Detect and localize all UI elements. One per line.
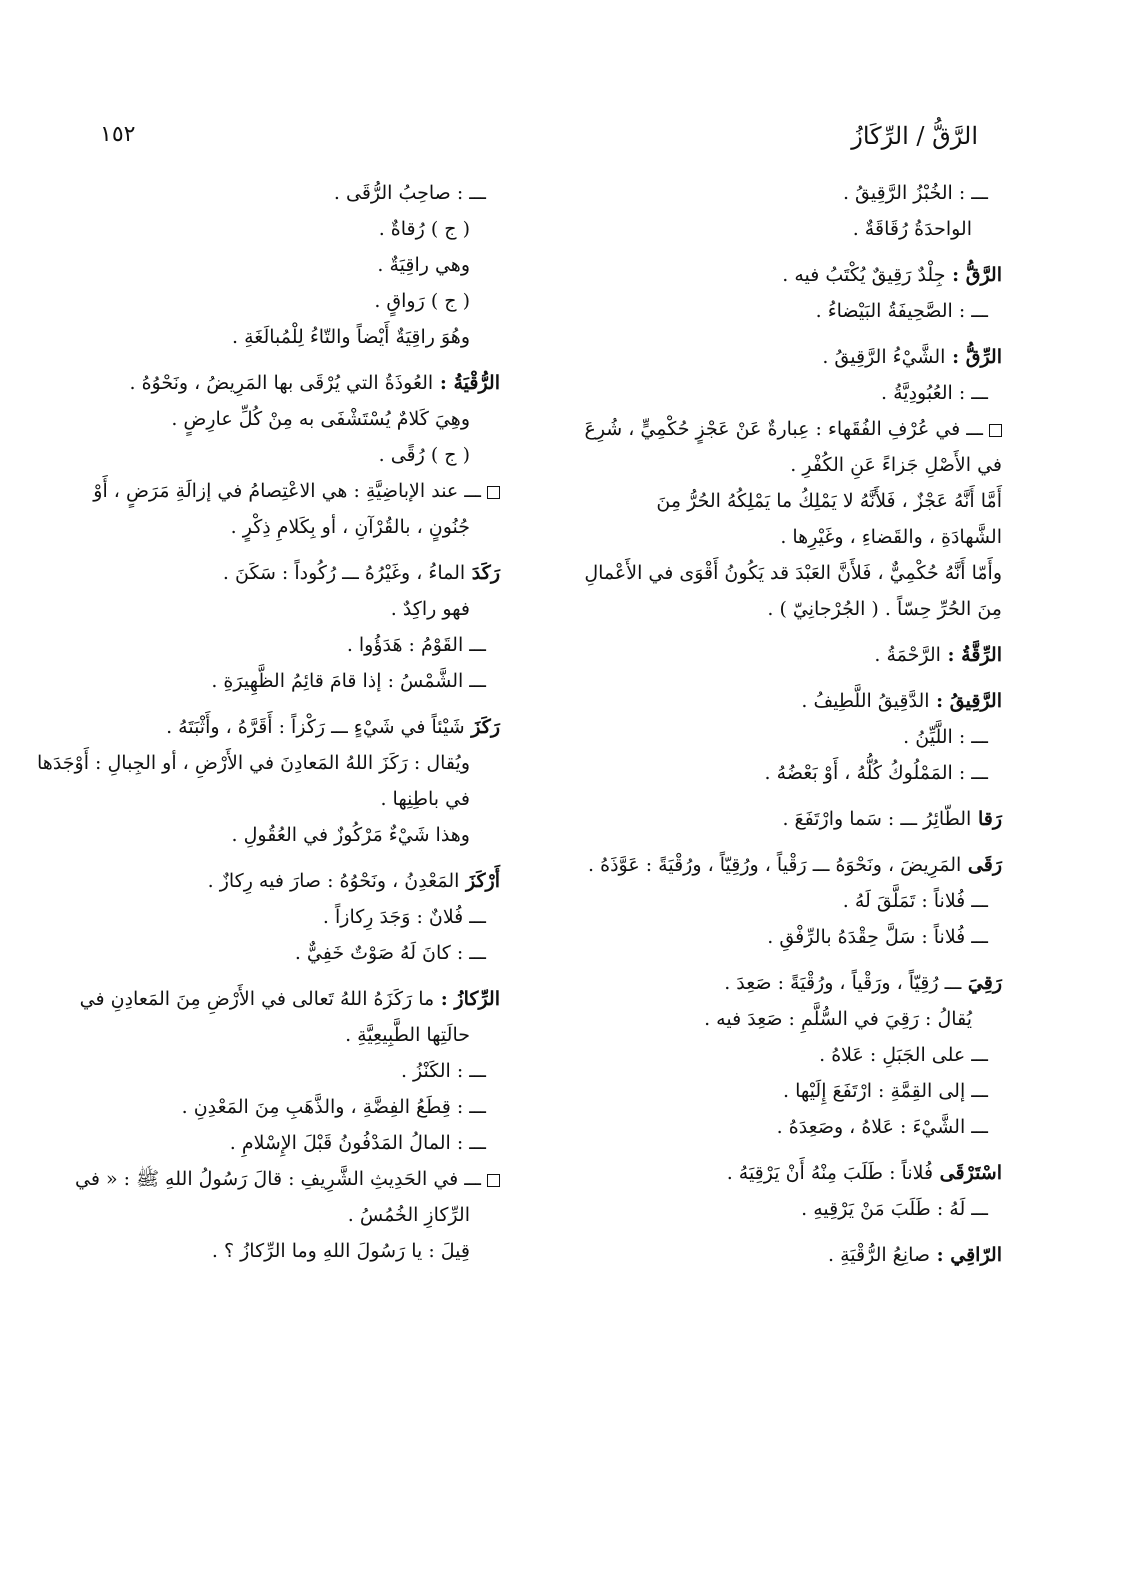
definition-text: مِنَ الحُرِّ حِسّاً . ( الجُرْجانِيّ ) . <box>767 598 1002 620</box>
definition-text: ـــ على الجَبَلِ : عَلاهُ . <box>819 1044 988 1066</box>
entry-headword-line <box>552 257 1002 293</box>
entry-line <box>60 1233 500 1269</box>
entry-line <box>60 437 500 473</box>
entry-headword-line <box>60 709 500 745</box>
entry-headword-line <box>552 1155 1002 1191</box>
definition-text: العُوذَةُ التي يُرْقَى بها المَرِيضُ ، ونَحْوُهُ . <box>129 372 434 394</box>
right-column <box>552 175 1002 1273</box>
entry-line <box>60 1125 500 1161</box>
entry-headword-line <box>552 637 1002 673</box>
entry-line <box>552 883 1002 919</box>
entry-line <box>552 1191 1002 1227</box>
definition-text: ( ج ) رُقاةٌ . <box>378 218 470 240</box>
definition-text: ـــ عند الإباضِيَّةِ : هي الاعْتِصامُ في إزالَةِ مَرَضٍ ، أَوْ <box>93 480 481 502</box>
entry-line <box>552 293 1002 329</box>
entry-headword-line <box>60 555 500 591</box>
term-box-icon <box>487 1174 500 1187</box>
definition-text: ـــ فُلاناً : سَلَّ حِقْدَهُ بالرِّفْقِ . <box>767 926 988 948</box>
entry-headword-line <box>552 339 1002 375</box>
definition-text: ( ج ) رَواقٍ . <box>374 290 470 312</box>
entry-line <box>552 175 1002 211</box>
entry-line <box>552 411 1002 447</box>
definition-text: فُلاناً : طَلَبَ مِنْهُ أَنْ يَرْقِيَهُ . <box>726 1162 934 1184</box>
entry-line <box>60 627 500 663</box>
left-column <box>37 175 500 1269</box>
headword: الرَّقِيقُ : <box>929 690 1002 712</box>
entry-line <box>60 1017 500 1053</box>
definition-text: الواحدَةُ رُقَاقَةٌ . <box>852 218 972 240</box>
entry-line <box>552 211 1002 247</box>
definition-text: ( ج ) رُقًى . <box>378 444 470 466</box>
definition-text: ـــ القَوْمُ : هَدَؤُوا . <box>346 634 486 656</box>
entry-headword-line <box>552 847 1002 883</box>
definition-text: ـــ : اللَّيِّنُ . <box>903 726 988 748</box>
definition-text: ـــ في الحَدِيثِ الشَّرِيفِ : قالَ رَسُولُ اللهِ ﷺ : « في <box>75 1168 481 1190</box>
definition-text: الشَّهادَةِ ، والقَضاءِ ، وغَيْرِها . <box>780 526 1002 548</box>
entry-line <box>552 555 1002 591</box>
definition-text: ـــ الشَّيْءَ : عَلاهُ ، وصَعِدَهُ . <box>776 1116 988 1138</box>
definition-text: الشَّيْءُ الرَّقِيقُ . <box>822 346 946 368</box>
definition-text: المَرِيضَ ، ونَحْوَهُ ـــ رَقْياً ، ورُقِيّاً ، ورُقْيَةً : عَوَّذَهُ . <box>588 854 962 876</box>
entry-line <box>60 319 500 355</box>
entry-line <box>60 817 500 853</box>
entry-headword-line <box>60 981 500 1017</box>
page-number: ١٥٢ <box>100 122 136 147</box>
entry-line <box>60 899 500 935</box>
entry-headword-line <box>552 801 1002 837</box>
definition-text: صانِعُ الرُّقْيَةِ . <box>828 1244 930 1266</box>
entry-headword-line <box>552 1237 1002 1273</box>
definition-text: وهذا شَيْءٌ مَرْكُوزٌ في العُقُولِ . <box>231 824 470 846</box>
entry-line <box>60 247 500 283</box>
definition-text: وهُوَ راقِيَةٌ أَيْضاً والتّاءُ لِلْمُبالَغَةِ . <box>232 326 470 348</box>
entry-line <box>60 591 500 627</box>
entry-line <box>552 519 1002 555</box>
entry-line <box>60 473 500 509</box>
headword: رَقِيَ <box>961 972 1002 994</box>
definition-text: يُقالُ : رَقِيَ في السُّلَّمِ : صَعِدَ فيه . <box>704 1008 972 1030</box>
entry-line <box>552 1073 1002 1109</box>
definition-text: ـــ إلى القِمَّةِ : ارْتَفَعَ إِلَيْها . <box>783 1080 988 1102</box>
definition-text: المَعْدِنُ ، ونَحْوُهُ : صارَ فيه رِكازٌ . <box>207 870 460 892</box>
definition-text: ـــ : المَمْلُوكُ كُلُّهُ ، أَوْ بَعْضُهُ . <box>764 762 988 784</box>
entry-line <box>60 283 500 319</box>
definition-text: ـــ : كانَ لَهُ صَوْتٌ خَفِيٌّ . <box>294 942 486 964</box>
definition-text: الطّائِرُ ـــ : سَما وارْتَفَعَ . <box>782 808 972 830</box>
definition-text: ـــ : الخُبْزُ الرَّقِيقُ . <box>842 182 988 204</box>
entry-line <box>552 755 1002 791</box>
entry-line <box>60 935 500 971</box>
entry-line <box>60 663 500 699</box>
definition-text: ـــ لَهُ : طَلَبَ مَنْ يَرْقِيهِ . <box>801 1198 988 1220</box>
definition-text: وهي راقِيَةٌ . <box>377 254 470 276</box>
definition-text: ما رَكَزَهُ اللهُ تَعالى في الأَرْضِ مِنَ المَعادِنِ في <box>79 988 435 1010</box>
definition-text: ويُقال : رَكَزَ اللهُ المَعادِنَ في الأَرْضِ ، أو الجِبالِ : أَوْجَدَها <box>37 752 470 774</box>
headword: الرِّقَّةُ : <box>940 644 1002 666</box>
entry-line <box>552 1109 1002 1145</box>
definition-text: شَيْئاً في شَيْءٍ ـــ رَكْزاً : أَقَرَّهُ ، وأَثْبَتَهُ . <box>166 716 465 738</box>
definition-text: ـــ فُلاناً : تَمَلَّقَ لَهُ . <box>842 890 988 912</box>
definition-text: ـــ رُقِيّاً ، ورَقْياً ، ورُقْيَةً : صَعِدَ . <box>724 972 962 994</box>
headword: الرِّقُّ : <box>945 346 1002 368</box>
definition-text: جُنُونٍ ، بالقُرْآنِ ، أو بِكَلامِ ذِكْرٍ . <box>230 516 470 538</box>
headword: رَكَدَ <box>465 562 500 584</box>
headword: أَرْكَزَ <box>459 870 500 892</box>
definition-text: في الأَصْلِ جَزاءً عَنِ الكُفْرِ . <box>790 454 1002 476</box>
entry-line <box>552 375 1002 411</box>
definition-text: ـــ : المالُ المَدْفُونُ قَبْلَ الإِسْلامِ . <box>229 1132 486 1154</box>
definition-text: في باطِنِها . <box>380 788 470 810</box>
definition-text: حالَتِها الطَّبِيعِيَّةِ . <box>345 1024 470 1046</box>
entry-headword-line <box>552 683 1002 719</box>
headword: الرُّقْيَةُ : <box>433 372 500 394</box>
headword: اسْتَرْقَى <box>933 1162 1002 1184</box>
definition-text: الماءُ ، وغَيْرُهُ ـــ رُكُوداً : سَكَنَ . <box>222 562 466 584</box>
headword: رَقا <box>971 808 1002 830</box>
definition-text: وهِيَ كَلامٌ يُسْتَشْفَى به مِنْ كُلِّ عارِضٍ . <box>171 408 470 430</box>
entry-line <box>552 447 1002 483</box>
definition-text: الدَّقِيقُ اللَّطِيفُ . <box>801 690 930 712</box>
definition-text: ـــ الشَّمْسُ : إذا قامَ قائِمُ الظَّهِيرَةِ . <box>211 670 486 692</box>
entry-line <box>60 1053 500 1089</box>
entry-headword-line <box>60 863 500 899</box>
entry-line <box>60 211 500 247</box>
entry-line <box>60 509 500 545</box>
headword: الرِّكازُ : <box>434 988 500 1010</box>
entry-headword-line <box>552 965 1002 1001</box>
entry-line <box>552 483 1002 519</box>
headword: رَكَزَ <box>464 716 500 738</box>
entry-line <box>552 591 1002 627</box>
definition-text: جِلْدٌ رَقِيقٌ يُكْتَبُ فيه . <box>782 264 946 286</box>
definition-text: الرَّحْمَةُ . <box>874 644 941 666</box>
definition-text: فهو راكِدٌ . <box>390 598 470 620</box>
entry-line <box>37 745 500 781</box>
entry-line <box>60 1089 500 1125</box>
entry-line <box>60 401 500 437</box>
entry-line <box>552 919 1002 955</box>
definition-text: ـــ : الصَّحِيفَةُ البَيْضاءُ . <box>815 300 988 322</box>
definition-text: الرِّكازِ الخُمُسُ . <box>347 1204 470 1226</box>
definition-text: قِيلَ : يا رَسُولَ اللهِ وما الرِّكازُ ؟ . <box>211 1240 470 1262</box>
headword: رَقَى <box>961 854 1002 876</box>
page-header-title: الرَّقُّ / الرِّكَازُ <box>851 122 978 150</box>
entry-line <box>60 1197 500 1233</box>
entry-line <box>552 1037 1002 1073</box>
term-box-icon <box>487 486 500 499</box>
definition-text: ـــ : صاحِبُ الرُّقَى . <box>333 182 486 204</box>
entry-line <box>552 719 1002 755</box>
entry-line <box>60 175 500 211</box>
definition-text: ـــ : قِطَعُ الفِضَّةِ ، والذَّهَبِ مِنَ المَعْدِنِ . <box>181 1096 486 1118</box>
definition-text: ـــ : الكَنْزُ . <box>400 1060 486 1082</box>
entry-headword-line <box>60 365 500 401</box>
definition-text: أَمَّا أَنَّهُ عَجْزٌ ، فَلأَنَّهُ لا يَمْلِكُ ما يَمْلِكُهُ الحُرُّ مِنَ <box>656 490 1002 512</box>
definition-text: ـــ في عُرْفِ الفُقَهاء : عِبارةٌ عَنْ عَجْزٍ حُكْمِيٍّ ، شُرِعَ <box>584 418 983 440</box>
definition-text: ـــ : العُبُودِيَّةُ . <box>881 382 988 404</box>
headword: الرّاقِي : <box>930 1244 1002 1266</box>
entry-line <box>552 1001 1002 1037</box>
entry-line <box>60 1161 500 1197</box>
headword: الرَّقُّ : <box>945 264 1002 286</box>
definition-text: ـــ فُلانٌ : وَجَدَ رِكازاً . <box>322 906 486 928</box>
definition-text: وأَمّا أَنَّهُ حُكْمِيٌّ ، فَلأَنَّ العَبْدَ قد يَكُونُ أَقْوَى في الأَعْمالِ <box>584 562 1002 584</box>
entry-line <box>60 781 500 817</box>
term-box-icon <box>989 424 1002 437</box>
